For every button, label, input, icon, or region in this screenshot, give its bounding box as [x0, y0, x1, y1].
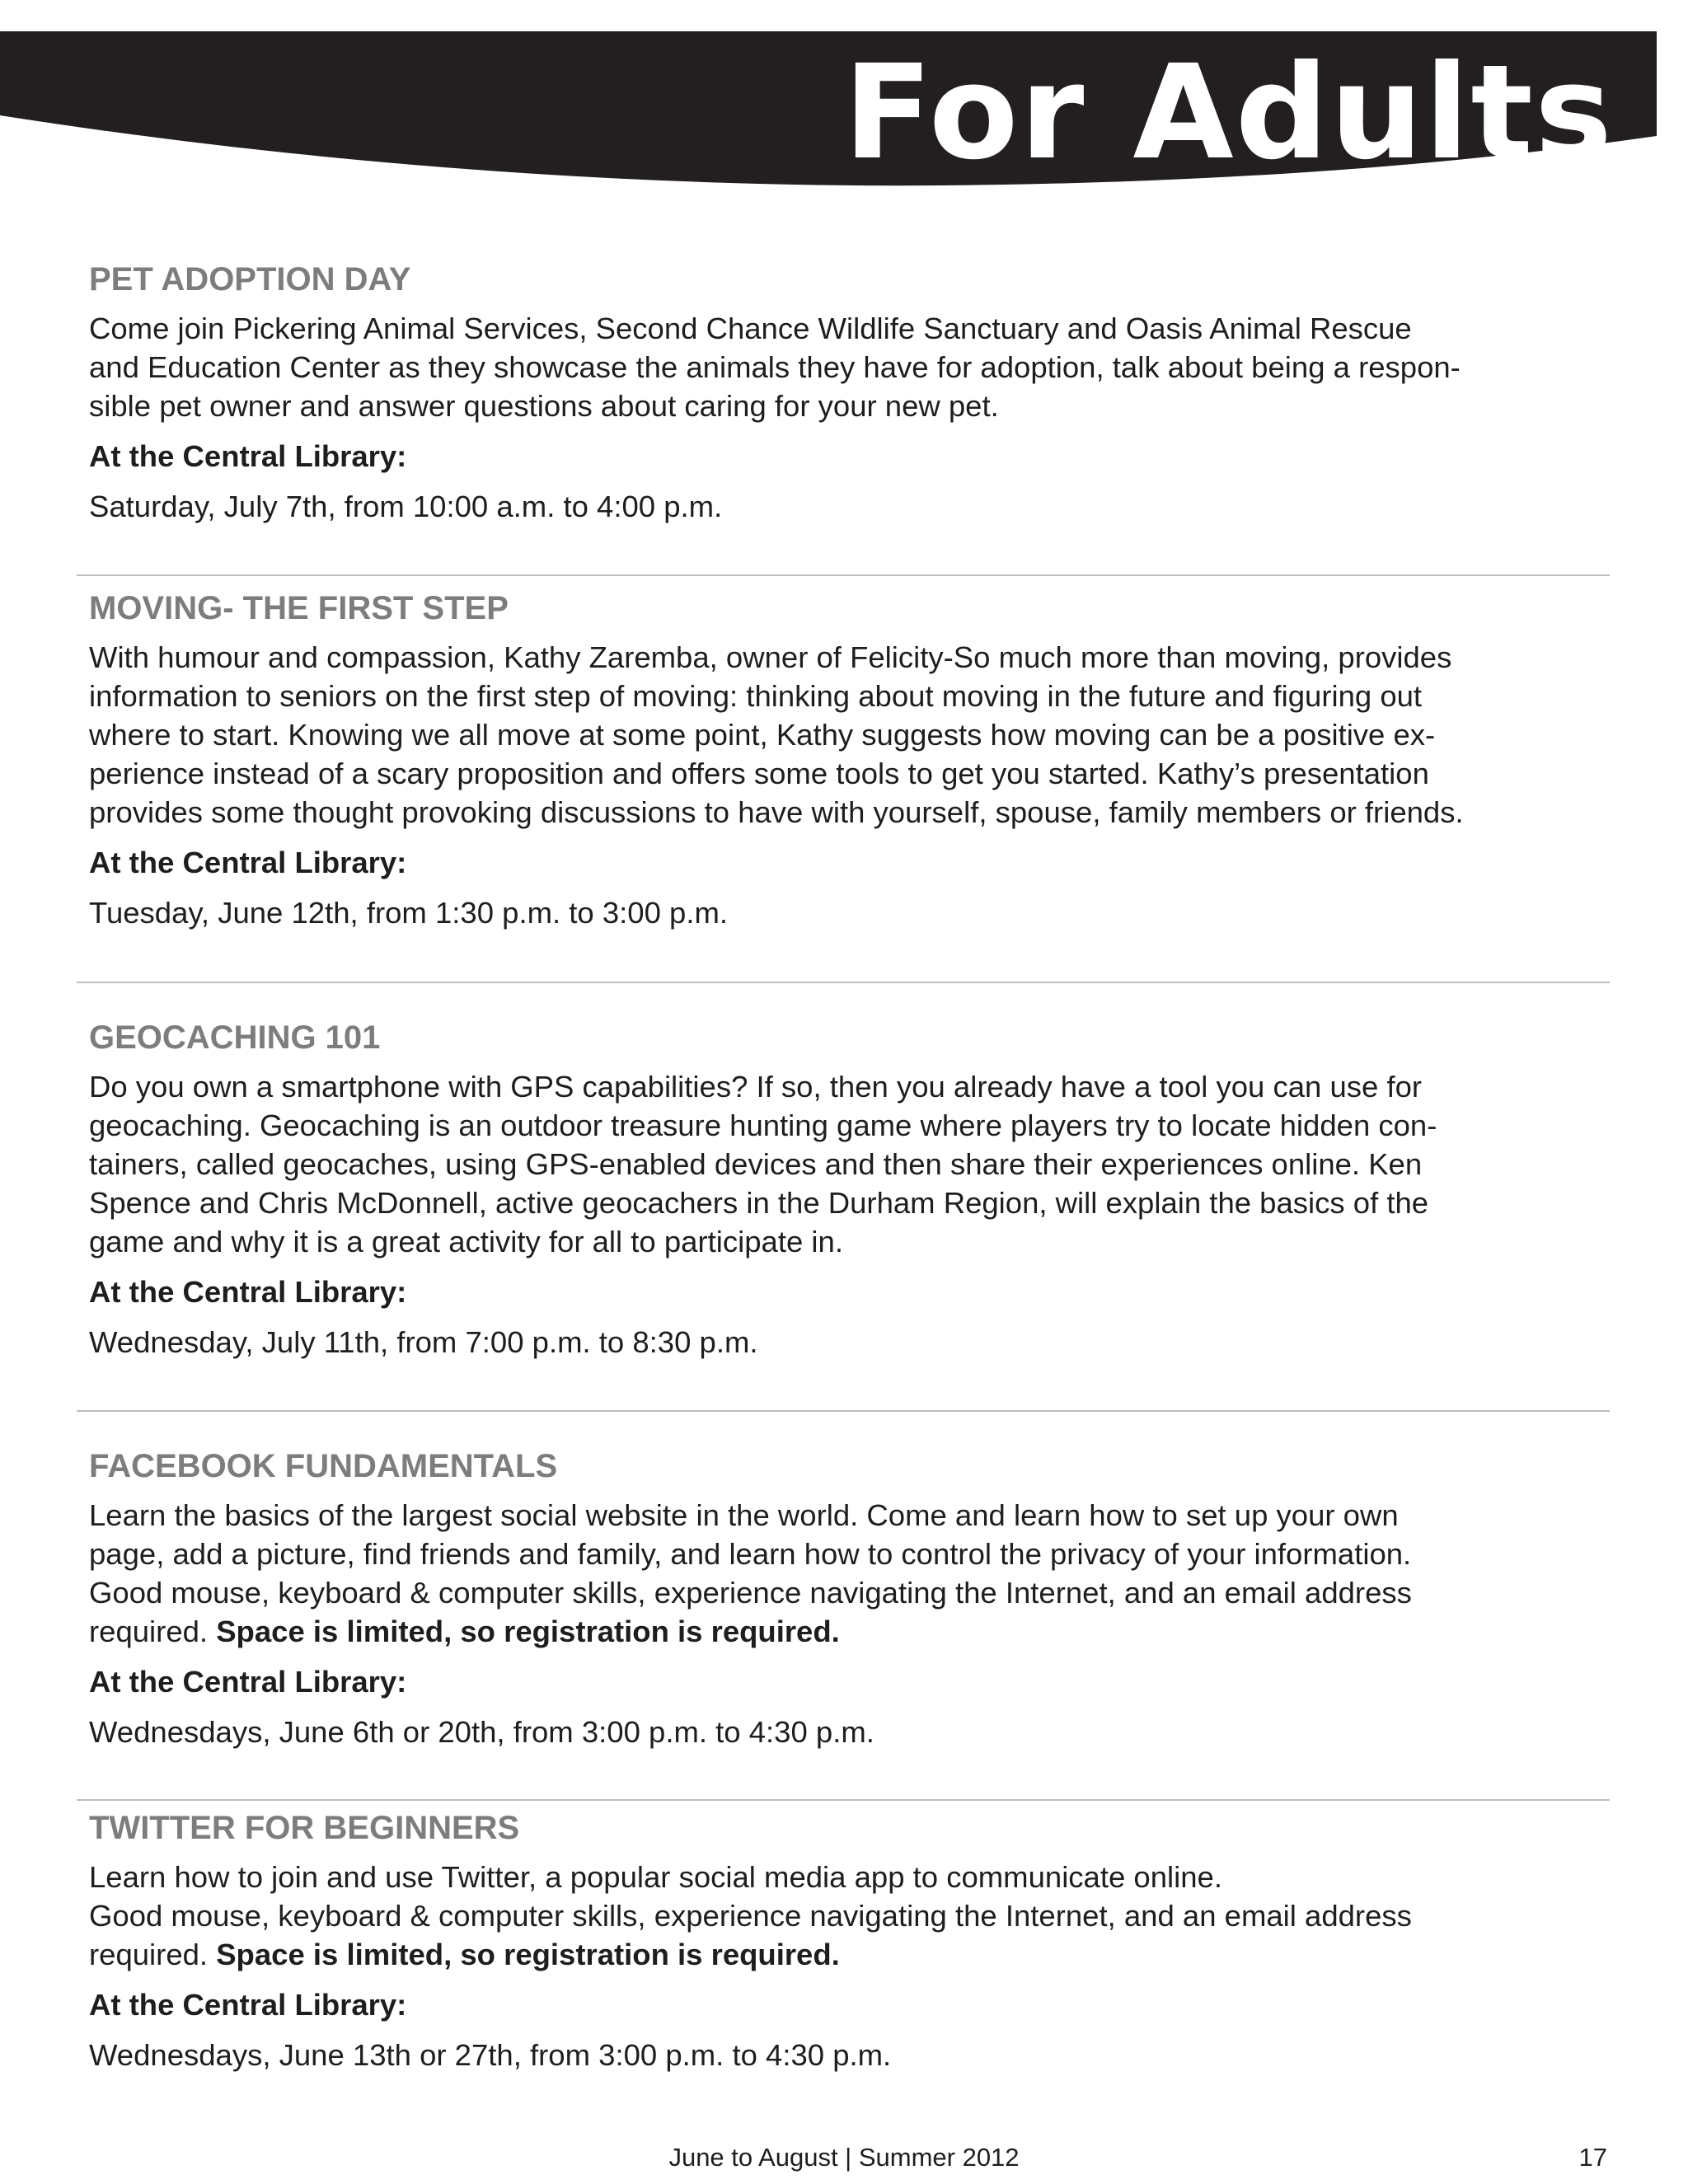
- page-title: For Adults: [843, 37, 1614, 189]
- event-description: [89, 1496, 1614, 1651]
- event-title: PET ADOPTION DAY: [89, 261, 411, 298]
- event-pet-adoption-day: [89, 260, 1614, 526]
- event-description-text: Learn how to join and use Twitter, a popular social media app to communicate online. Good mouse, keyboard & computer skills, experience navigating the Internet, and an email address required.: [89, 1860, 1412, 1971]
- section-divider: [77, 574, 1610, 576]
- footer-text: June to August | Summer 2012: [668, 2143, 1020, 2172]
- registration-note: Space is limited, so registration is required.: [216, 1938, 840, 1971]
- event-title: TWITTER FOR BEGINNERS: [89, 1810, 520, 1846]
- event-description: Do you own a smartphone with GPS capabilities? If so, then you already have a tool you can use for geocaching. Geocaching is an outdoor treasure hunting game where players try to locate hidden con- tainers, called geocaches, using GPS-enabled devices and then share their experiences online. Ken Spence and Chris McDonnell, active geocachers in the Durham Region, will explain the basics of the game and why it is a great activity for all to participate in.: [89, 1070, 1437, 1258]
- event-description: Come join Pickering Animal Services, Second Chance Wildlife Sanctuary and Oasis Animal Rescue and Education Center as they showcase the animals they have for adoption, talk about being a respon- sible pet owner and answer questions about caring for your new pet.: [89, 312, 1461, 423]
- event-date: Wednesday, July 11th, from 7:00 p.m. to 8:30 p.m.: [89, 1325, 758, 1359]
- event-description-text: Learn the basics of the largest social website in the world. Come and learn how to set up your own page, add a picture, find friends and family, and learn how to control the privacy of your information. Good mouse, keyboard & computer skills, experience navigating the Internet, and an email address required.: [89, 1498, 1412, 1648]
- event-location: At the Central Library:: [89, 1275, 407, 1309]
- event-facebook-fundamentals: [89, 1446, 1614, 1751]
- event-location: At the Central Library:: [89, 439, 407, 473]
- event-description: With humour and compassion, Kathy Zaremba, owner of Felicity-So much more than moving, provides information to seniors on the first step of moving: thinking about moving in the future and figuring out where to start. Knowing we all move at some point, Kathy suggests how moving can be a positive ex- perience instead of a scary proposition and offers some tools to get you started. Kathy’s presentation provides some thought provoking discussions to have with yourself, spouse, family members or friends.: [89, 640, 1464, 829]
- registration-note: Space is limited, so registration is required.: [216, 1615, 840, 1648]
- event-location: At the Central Library:: [89, 846, 407, 879]
- section-divider: [77, 1410, 1610, 1412]
- event-title: MOVING- THE FIRST STEP: [89, 590, 509, 626]
- event-date: Wednesdays, June 6th or 20th, from 3:00 p.m. to 4:30 p.m.: [89, 1715, 874, 1749]
- section-divider: [77, 982, 1610, 983]
- event-geocaching-101: [89, 1018, 1614, 1361]
- event-location: At the Central Library:: [89, 1665, 407, 1699]
- event-date: Wednesdays, June 13th or 27th, from 3:00 p.m. to 4:30 p.m.: [89, 2038, 892, 2072]
- section-divider: [77, 1799, 1610, 1801]
- event-date: Saturday, July 7th, from 10:00 a.m. to 4:00 p.m.: [89, 490, 723, 523]
- event-description: [89, 1858, 1614, 1974]
- event-moving-first-step: [89, 588, 1614, 932]
- event-title: GEOCACHING 101: [89, 1019, 381, 1056]
- event-date: Tuesday, June 12th, from 1:30 p.m. to 3:00 p.m.: [89, 896, 729, 930]
- event-title: FACEBOOK FUNDAMENTALS: [89, 1448, 558, 1484]
- event-twitter-for-beginners: [89, 1808, 1614, 2074]
- page-number: 17: [1578, 2143, 1607, 2172]
- event-location: At the Central Library:: [89, 1988, 407, 2022]
